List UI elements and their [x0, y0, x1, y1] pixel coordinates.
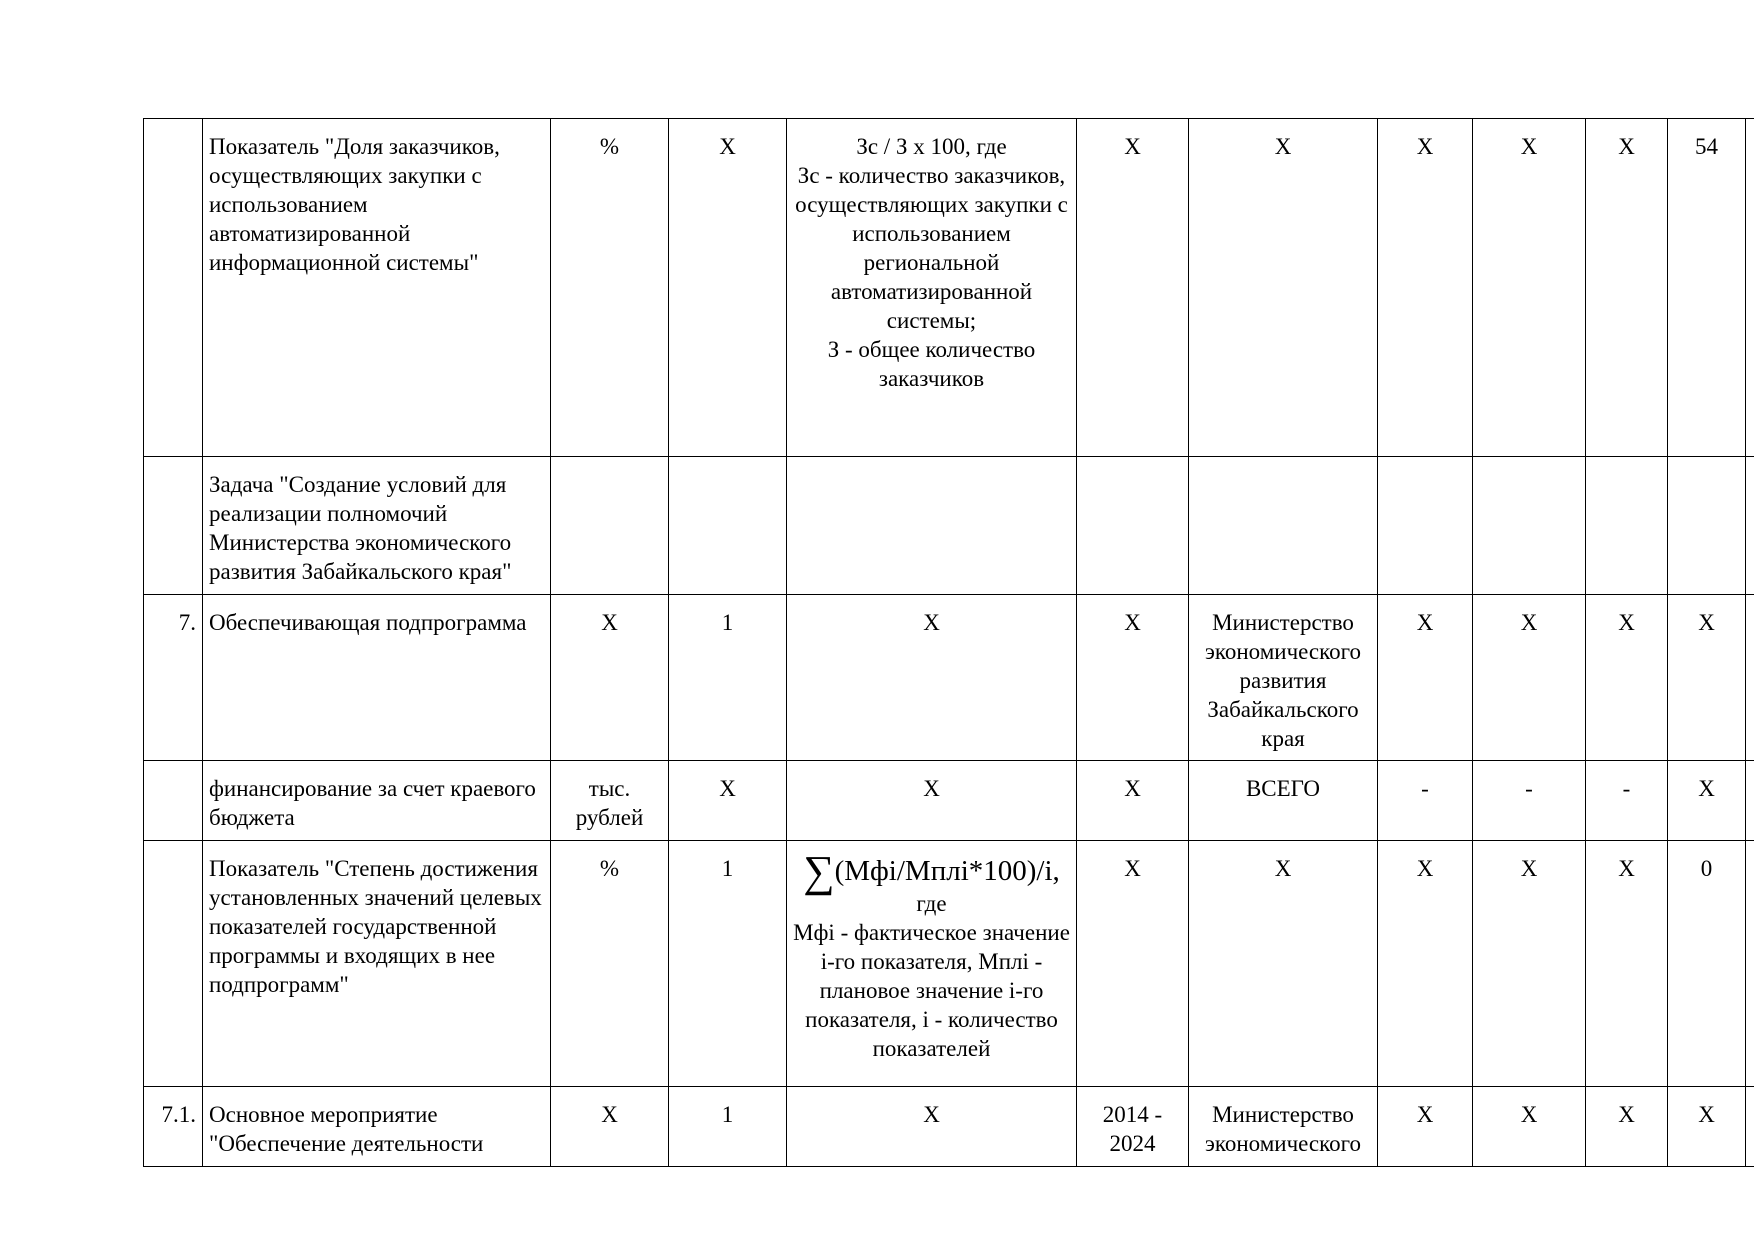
row-name: Задача "Создание условий для реализации полномочий Министерства экономического развития Забайкальского края" [203, 457, 551, 595]
row-method: Зс / З х 100, где Зс - количество заказчиков, осуществляющих закупки с использованием региональной автоматизированной системы; З - общее количество заказчиков [787, 119, 1077, 457]
row-value-3: Х [1586, 841, 1668, 1087]
row-value-3 [1586, 457, 1668, 595]
row-cut-cell [1746, 119, 1754, 457]
row-number [144, 841, 203, 1087]
row-number: 7.1. [144, 1087, 203, 1167]
row-value-1: Х [1378, 595, 1473, 761]
row-value-1 [1378, 457, 1473, 595]
row-value-1: - [1378, 761, 1473, 841]
row-executor: Х [1189, 841, 1378, 1087]
row-period: 2014 - 2024 [1077, 1087, 1189, 1167]
row-value-1: Х [1378, 119, 1473, 457]
row-cut-cell [1746, 1087, 1754, 1167]
row-method: Х [787, 595, 1077, 761]
row-executor: Х [1189, 119, 1378, 457]
row-value-2: Х [1473, 841, 1586, 1087]
formula-explanation: где Мфi - фактическое значение i-го показателя, Мплi - плановое значение i-го показателя, i - количество показателей [793, 891, 1070, 1061]
row-number: 7. [144, 595, 203, 761]
row-weight: 1 [669, 841, 787, 1087]
row-value-1: Х [1378, 841, 1473, 1087]
row-period [1077, 457, 1189, 595]
table-row [144, 761, 1754, 841]
row-method: Х [787, 1087, 1077, 1167]
row-period: Х [1077, 595, 1189, 761]
row-value-3: - [1586, 761, 1668, 841]
row-period: Х [1077, 841, 1189, 1087]
row-value-2: Х [1473, 119, 1586, 457]
row-method: Х [787, 761, 1077, 841]
row-number [144, 761, 203, 841]
row-weight: Х [669, 761, 787, 841]
row-value-3: Х [1586, 1087, 1668, 1167]
row-weight [669, 457, 787, 595]
row-unit: тыс. рублей [551, 761, 669, 841]
table-row [144, 595, 1754, 761]
row-period: Х [1077, 761, 1189, 841]
row-unit: Х [551, 1087, 669, 1167]
table-row [144, 1087, 1754, 1167]
row-cut-cell [1746, 761, 1754, 841]
table-row [144, 841, 1754, 1087]
row-unit: % [551, 119, 669, 457]
row-value-1: Х [1378, 1087, 1473, 1167]
row-value-4: Х [1668, 761, 1746, 841]
row-method [787, 841, 1077, 1087]
row-executor [1189, 457, 1378, 595]
row-name: Показатель "Степень достижения установленных значений целевых показателей государственной программы и входящих в нее подпрограмм" [203, 841, 551, 1087]
row-method [787, 457, 1077, 595]
row-weight: 1 [669, 1087, 787, 1167]
row-unit [551, 457, 669, 595]
row-value-4: Х [1668, 1087, 1746, 1167]
row-cut-cell [1746, 841, 1754, 1087]
row-weight: 1 [669, 595, 787, 761]
row-name: Основное мероприятие "Обеспечение деятельности [203, 1087, 551, 1167]
row-executor: Министерство экономического развития Забайкальского края [1189, 595, 1378, 761]
row-value-3: Х [1586, 119, 1668, 457]
row-name: Показатель "Доля заказчиков, осуществляющих закупки с использованием автоматизированной информационной системы" [203, 119, 551, 457]
row-name: Обеспечивающая подпрограмма [203, 595, 551, 761]
row-number [144, 457, 203, 595]
formula-expression: (Мфi/Мплi*100)/i, [834, 855, 1060, 887]
row-executor: Министерство экономического [1189, 1087, 1378, 1167]
row-weight: Х [669, 119, 787, 457]
row-cut-cell [1746, 595, 1754, 761]
row-value-4: Х [1668, 595, 1746, 761]
row-value-2: Х [1473, 1087, 1586, 1167]
row-value-4: 54 [1668, 119, 1746, 457]
row-value-2 [1473, 457, 1586, 595]
row-number [144, 119, 203, 457]
row-executor: ВСЕГО [1189, 761, 1378, 841]
row-value-2: Х [1473, 595, 1586, 761]
row-period: Х [1077, 119, 1189, 457]
table-row [144, 119, 1754, 457]
row-cut-cell [1746, 457, 1754, 595]
row-unit: % [551, 841, 669, 1087]
row-value-2: - [1473, 761, 1586, 841]
row-value-4: 0 [1668, 841, 1746, 1087]
sigma-symbol: ∑ [803, 847, 835, 896]
row-value-4 [1668, 457, 1746, 595]
table-row [144, 457, 1754, 595]
row-unit: Х [551, 595, 669, 761]
program-indicators-table [143, 118, 1754, 1167]
row-name: финансирование за счет краевого бюджета [203, 761, 551, 841]
sum-formula [803, 847, 1060, 896]
row-value-3: Х [1586, 595, 1668, 761]
